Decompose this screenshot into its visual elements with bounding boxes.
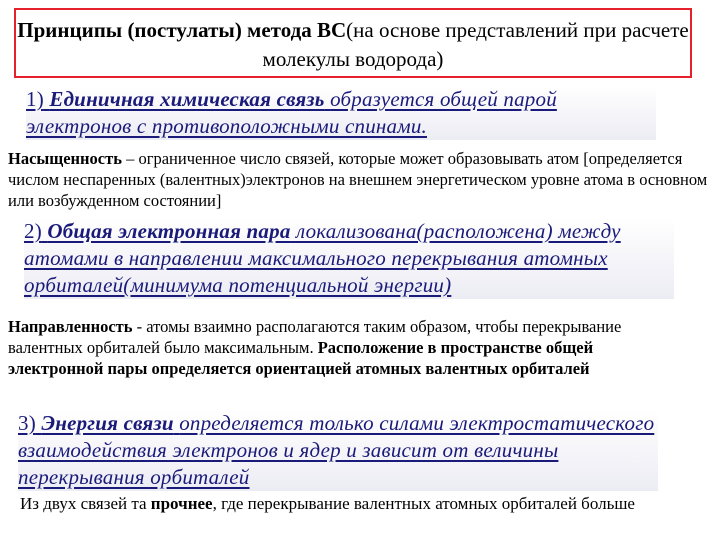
slide-title bbox=[14, 8, 692, 78]
principle-2-key: Общая электронная пара bbox=[47, 219, 291, 243]
directionality-text: - атомы взаимно располагаются таким образом, чтобы перекрывание валентных орбиталей было максимальным. bbox=[8, 317, 622, 357]
title-normal: (на основе представлений при расчете молекулы водорода) bbox=[262, 18, 689, 71]
title-bold: Принципы (постулаты) метода ВС bbox=[17, 18, 347, 42]
principle-1-text: образуется общей парой электронов с противоположными спинами. bbox=[26, 87, 557, 138]
principle-2 bbox=[24, 218, 674, 299]
principle-1-number: 1) bbox=[26, 87, 44, 111]
strength-text: , где перекрывание валентных атомных орбиталей больше bbox=[212, 494, 635, 513]
principle-3 bbox=[18, 410, 658, 491]
principle-1-key: Единичная химическая связь bbox=[49, 87, 325, 111]
explanation-saturation bbox=[8, 148, 712, 211]
directionality-term: Направленность bbox=[8, 317, 133, 336]
principle-1 bbox=[26, 86, 656, 140]
principle-3-number: 3) bbox=[18, 411, 36, 435]
principle-3-text: определяется только силами электростатического взаимодействия электронов и ядер и зависит от величины перекрывания орбиталей bbox=[18, 411, 655, 489]
strength-term: прочнее bbox=[150, 494, 213, 513]
explanation-directionality bbox=[8, 316, 668, 379]
principle-2-number: 2) bbox=[24, 219, 42, 243]
principle-3-key: Энергия связи bbox=[41, 411, 174, 435]
principle-2-text: локализована(расположена) между атомами в направлении максимального перекрывания атомных орбиталей(минимума потенциальной энергии) bbox=[24, 219, 621, 297]
strength-pre: Из двух связей та bbox=[20, 494, 147, 513]
saturation-text: – ограниченное число связей, которые может образовывать атом [определяется числом неспаренных (валентных)электронов на внешнем энергетическом уровне атома в основном или возбужденном состоянии] bbox=[8, 149, 708, 210]
directionality-bold-text: Расположение в пространстве общей электронной пары определяется ориентацией атомных валентных орбиталей bbox=[8, 338, 594, 378]
saturation-term: Насыщенность bbox=[8, 149, 122, 168]
explanation-strength bbox=[20, 493, 690, 514]
